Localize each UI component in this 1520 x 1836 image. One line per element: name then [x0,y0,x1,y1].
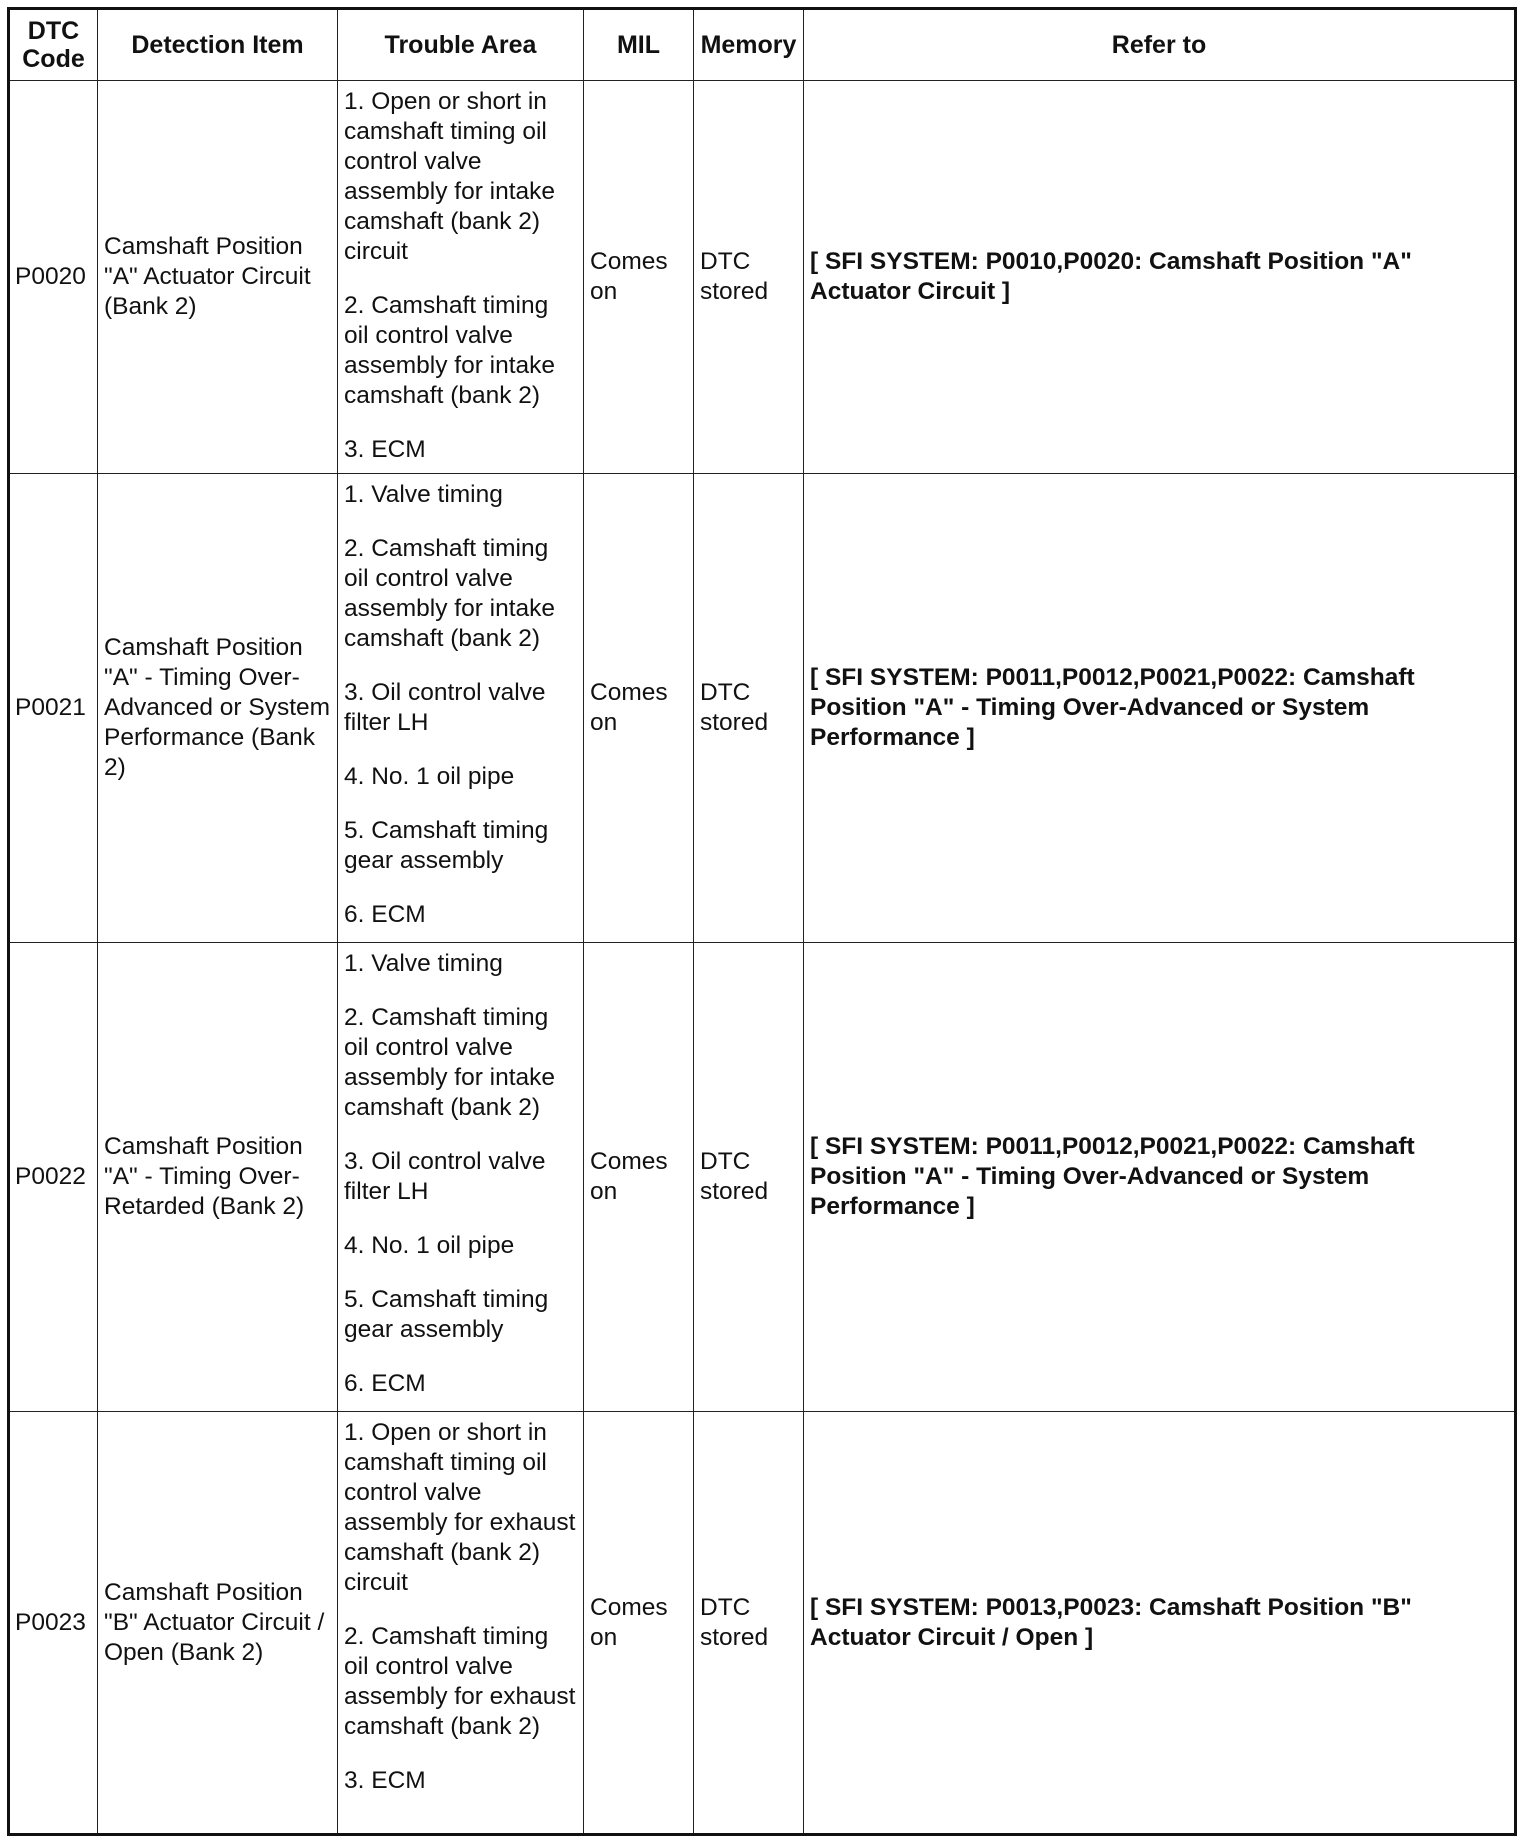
dtc-table [7,7,1517,1836]
trouble-area-cell [338,474,584,943]
memory-cell: DTC stored [694,474,804,943]
trouble-area-item: 1. Valve timing [344,481,503,508]
refer-to-link[interactable]: [ SFI SYSTEM: P0010,P0020: Camshaft Position "A" Actuator Circuit ] [804,81,1516,474]
detection-item-cell: Camshaft Position "B" Actuator Circuit / Open (Bank 2) [98,1412,338,1835]
trouble-area-item: 6. ECM [344,901,426,928]
trouble-area-item: 6. ECM [344,1370,426,1397]
trouble-area-item: 2. Camshaft timing oil control valve assembly for intake camshaft (bank 2) [344,1004,556,1121]
table-row [9,81,1516,474]
detection-item-cell: Camshaft Position "A" Actuator Circuit (Bank 2) [98,81,338,474]
dtc-code-cell: P0021 [9,474,98,943]
dtc-code-cell: P0022 [9,943,98,1412]
table-row [9,474,1516,943]
trouble-area-item: 1. Open or short in camshaft timing oil control valve assembly for exhaust camshaft (bank 2) circuit [344,1419,576,1596]
detection-item-cell: Camshaft Position "A" - Timing Over-Retarded (Bank 2) [98,943,338,1412]
trouble-area-item: 1. Valve timing [344,950,503,977]
trouble-area-item: 3. Oil control valve filter LH [344,1148,546,1205]
header-row [9,9,1516,81]
trouble-area-item: 2. Camshaft timing oil control valve assembly for intake camshaft (bank 2) [344,535,556,652]
memory-cell: DTC stored [694,1412,804,1835]
trouble-area-item: 4. No. 1 oil pipe [344,1232,515,1259]
refer-to-link[interactable]: [ SFI SYSTEM: P0013,P0023: Camshaft Position "B" Actuator Circuit / Open ] [804,1412,1516,1835]
trouble-area-item: 5. Camshaft timing gear assembly [344,817,549,874]
table-row [9,1412,1516,1835]
trouble-area-item: 3. ECM [344,1767,426,1794]
memory-cell: DTC stored [694,81,804,474]
trouble-area-item: 3. ECM [344,436,426,463]
mil-cell: Comes on [584,1412,694,1835]
trouble-area-item: 2. Camshaft timing oil control valve assembly for exhaust camshaft (bank 2) [344,1623,576,1740]
trouble-area-item: 3. Oil control valve filter LH [344,679,546,736]
dtc-code-cell: P0020 [9,81,98,474]
trouble-area-item: 2. Camshaft timing oil control valve assembly for intake camshaft (bank 2) [344,292,556,409]
mil-cell: Comes on [584,81,694,474]
trouble-area-cell [338,1412,584,1835]
trouble-area-item: 1. Open or short in camshaft timing oil control valve assembly for intake camshaft (bank 2) circuit [344,88,556,265]
trouble-area-cell [338,81,584,474]
header-refer-to: Refer to [804,9,1516,81]
table-row [9,943,1516,1412]
mil-cell: Comes on [584,943,694,1412]
header-memory: Memory [694,9,804,81]
mil-cell: Comes on [584,474,694,943]
refer-to-link[interactable]: [ SFI SYSTEM: P0011,P0012,P0021,P0022: Camshaft Position "A" - Timing Over-Advanced or System Performance ] [804,474,1516,943]
trouble-area-item: 4. No. 1 oil pipe [344,763,515,790]
header-detection-item: Detection Item [98,9,338,81]
dtc-code-cell: P0023 [9,1412,98,1835]
trouble-area-cell [338,943,584,1412]
header-mil: MIL [584,9,694,81]
header-trouble-area: Trouble Area [338,9,584,81]
trouble-area-item: 5. Camshaft timing gear assembly [344,1286,549,1343]
refer-to-link[interactable]: [ SFI SYSTEM: P0011,P0012,P0021,P0022: Camshaft Position "A" - Timing Over-Advanced or System Performance ] [804,943,1516,1412]
memory-cell: DTC stored [694,943,804,1412]
detection-item-cell: Camshaft Position "A" - Timing Over-Advanced or System Performance (Bank 2) [98,474,338,943]
header-dtc-code: DTC Code [9,9,98,81]
